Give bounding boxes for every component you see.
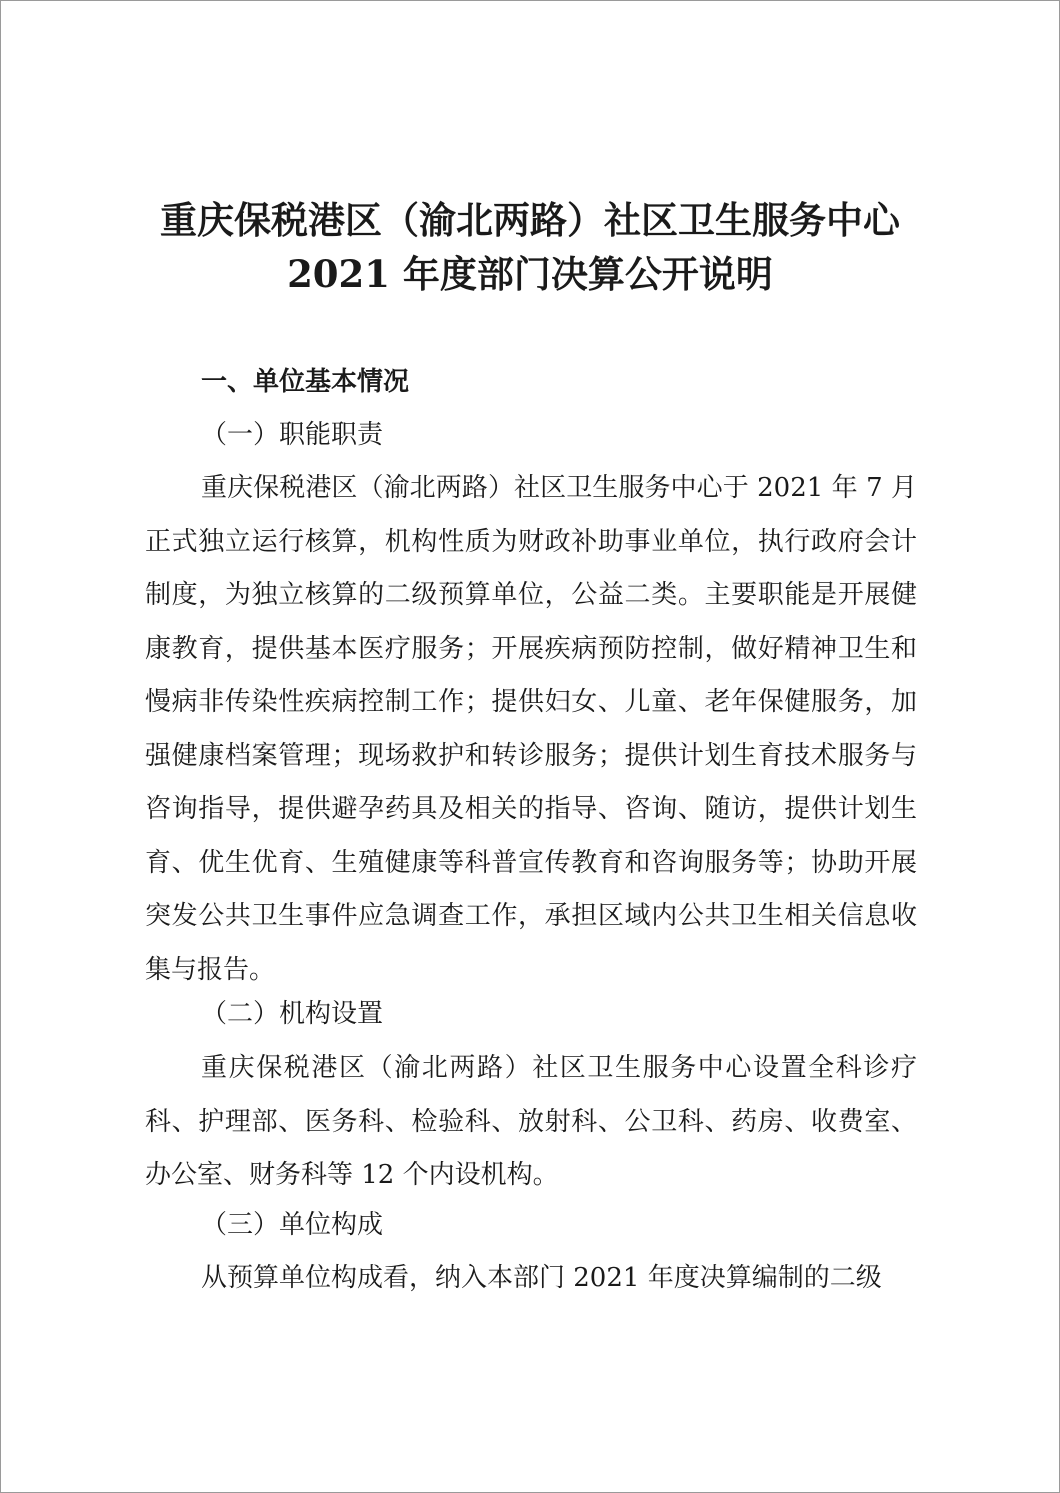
sub1-paragraph: 重庆保税港区（渝北两路）社区卫生服务中心于 2021 年 7 月正式独立运行核算，机构性质为财政补助事业单位，执行政府会计制度，为独立核算的二级预算单位，公益二类。主要职能是开展健康教育，提供基本医疗服务；开展疾病预防控制，做好精神卫生和慢病非传染性疾病控制工作；提供妇女、儿童、老年保健服务，加强健康档案管理；现场救护和转诊服务；提供计划生育技术服务与咨询指导，提供避孕药具及相关的指导、咨询、随访，提供计划生育、优生优育、生殖健康等科普宣传教育和咨询服务等；协助开展突发公共卫生事件应急调查工作，承担区域内公共卫生相关信息收集与报告。 — [145, 473, 917, 985]
sub3-paragraph: 从预算单位构成看，纳入本部门 2021 年度决算编制的二级 — [201, 1263, 882, 1293]
sub2-paragraph: 重庆保税港区（渝北两路）社区卫生服务中心设置全科诊疗科、护理部、医务科、检验科、放射科、公卫科、药房、收费室、办公室、财务科等 12 个内设机构。 — [145, 1053, 917, 1190]
sub2-heading: （二）机构设置 — [201, 999, 384, 1029]
sub1-heading: （一）职能职责 — [201, 420, 384, 450]
document-title-line1: 重庆保税港区（渝北两路）社区卫生服务中心 — [160, 198, 900, 242]
section1-heading: 一、单位基本情况 — [201, 367, 410, 397]
sub3-heading: （三）单位构成 — [201, 1210, 384, 1240]
document-title-line2: 2021 年度部门决算公开说明 — [287, 252, 773, 296]
